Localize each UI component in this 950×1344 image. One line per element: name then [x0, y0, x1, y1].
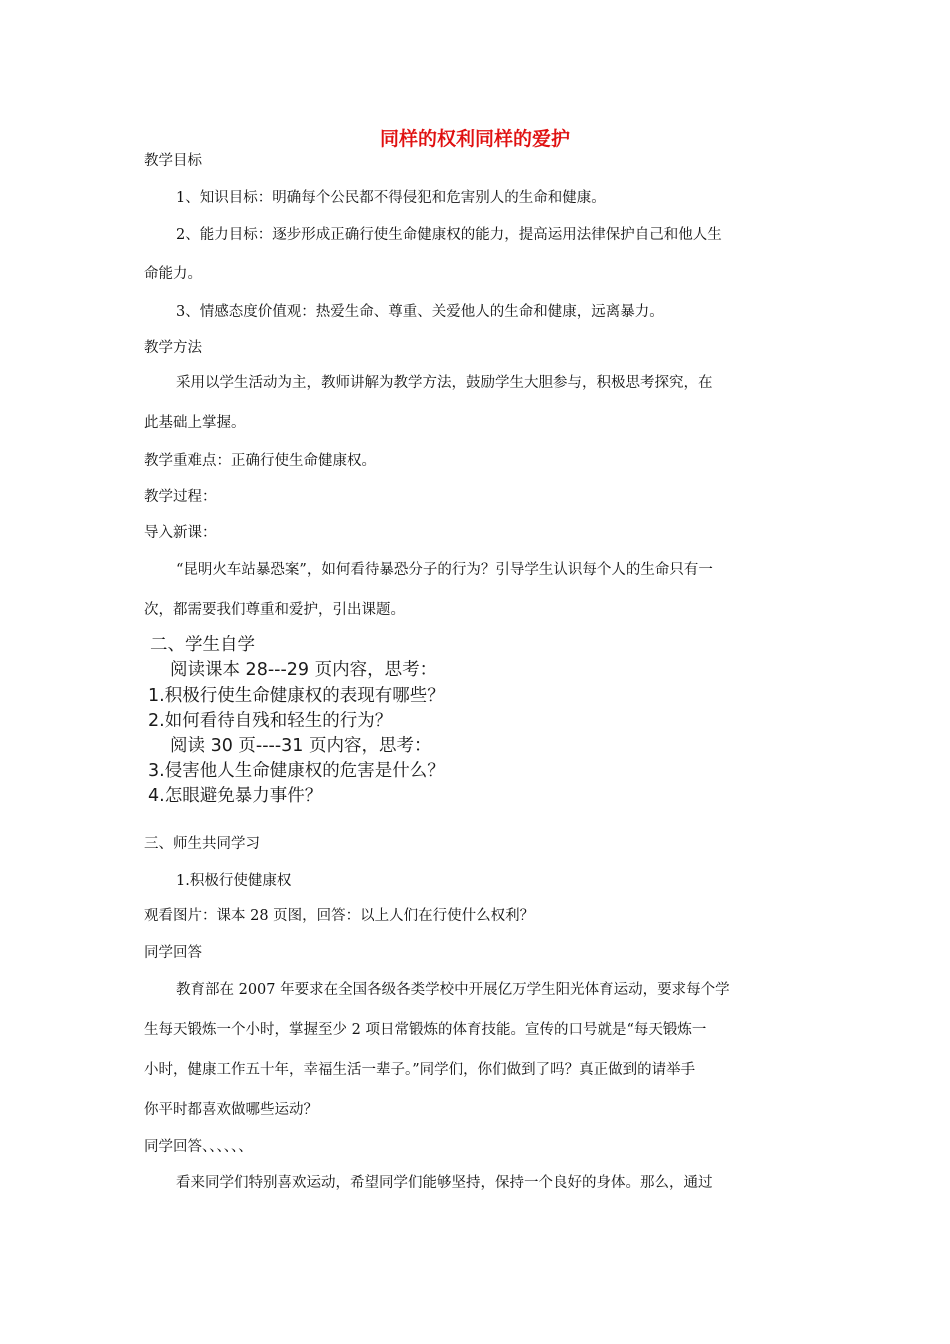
sunshine-paragraph-line1: 教育部在 2007 年要求在全国各级各类学校中开展亿万学生阳光体育运动，要求每个学 — [176, 982, 730, 998]
method-paragraph-line2: 此基础上掌握。 — [144, 415, 246, 431]
student-answer-2: 同学回答、、、、、、 — [144, 1139, 253, 1155]
self-study-read1: 阅读课本 28---29 页内容，思考： — [170, 660, 438, 680]
joint-study-heading: 三、师生共同学习 — [144, 836, 260, 852]
closing-paragraph: 看来同学们特别喜欢运动，希望同学们能够坚持，保持一个良好的身体。那么，通过 — [176, 1175, 713, 1191]
goals-heading: 教学目标 — [144, 153, 202, 169]
intro-heading: 导入新课： — [144, 525, 217, 541]
goal-ability-line1: 2、能力目标：逐步形成正确行使生命健康权的能力，提高运用法律保护自己和他人生 — [176, 227, 722, 243]
method-paragraph-line1: 采用以学生活动为主，教师讲解为教学方法，鼓励学生大胆参与，积极思考探究，在 — [176, 375, 713, 391]
intro-paragraph-line2: 次，都需要我们尊重和爱护，引出课题。 — [144, 602, 405, 618]
self-study-question4: 4.怎眼避免暴力事件？ — [148, 786, 323, 806]
goal-knowledge: 1、知识目标：明确每个公民都不得侵犯和危害别人的生命和健康。 — [176, 190, 606, 206]
sunshine-paragraph-line4: 你平时都喜欢做哪些运动？ — [144, 1102, 318, 1118]
joint-study-item1: 1.积极行使健康权 — [176, 873, 292, 889]
goal-attitude: 3、情感态度价值观：热爱生命、尊重、关爱他人的生命和健康，远离暴力。 — [176, 304, 664, 320]
sunshine-paragraph-line3: 小时，健康工作五十年，幸福生活一辈子。”同学们，你们做到了吗？真正做到的请举手 — [144, 1062, 696, 1078]
keypoint-line: 教学重难点：正确行使生命健康权。 — [144, 453, 376, 469]
self-study-question3: 3.侵害他人生命健康权的危害是什么？ — [148, 761, 445, 781]
self-study-question2: 2.如何看待自残和轻生的行为？ — [148, 711, 393, 731]
self-study-question1: 1.积极行使生命健康权的表现有哪些？ — [148, 686, 445, 706]
method-heading: 教学方法 — [144, 340, 202, 356]
goal-ability-line2: 命能力。 — [144, 266, 202, 282]
intro-paragraph-line1: “昆明火车站暴恐案”，如何看待暴恐分子的行为？引导学生认识每个人的生命只有一 — [176, 562, 713, 578]
sunshine-paragraph-line2: 生每天锻炼一个小时，掌握至少 2 项日常锻炼的体育技能。宣传的口号就是“每天锻炼一 — [144, 1022, 707, 1038]
self-study-heading: 二、学生自学 — [150, 635, 255, 655]
process-heading: 教学过程： — [144, 489, 217, 505]
document-title: 同样的权利同样的爱护 — [379, 128, 570, 150]
student-answer-1: 同学回答 — [144, 945, 202, 961]
observe-prompt: 观看图片：课本 28 页图，回答：以上人们在行使什么权利？ — [144, 908, 535, 924]
self-study-read2: 阅读 30 页----31 页内容，思考： — [170, 736, 432, 756]
